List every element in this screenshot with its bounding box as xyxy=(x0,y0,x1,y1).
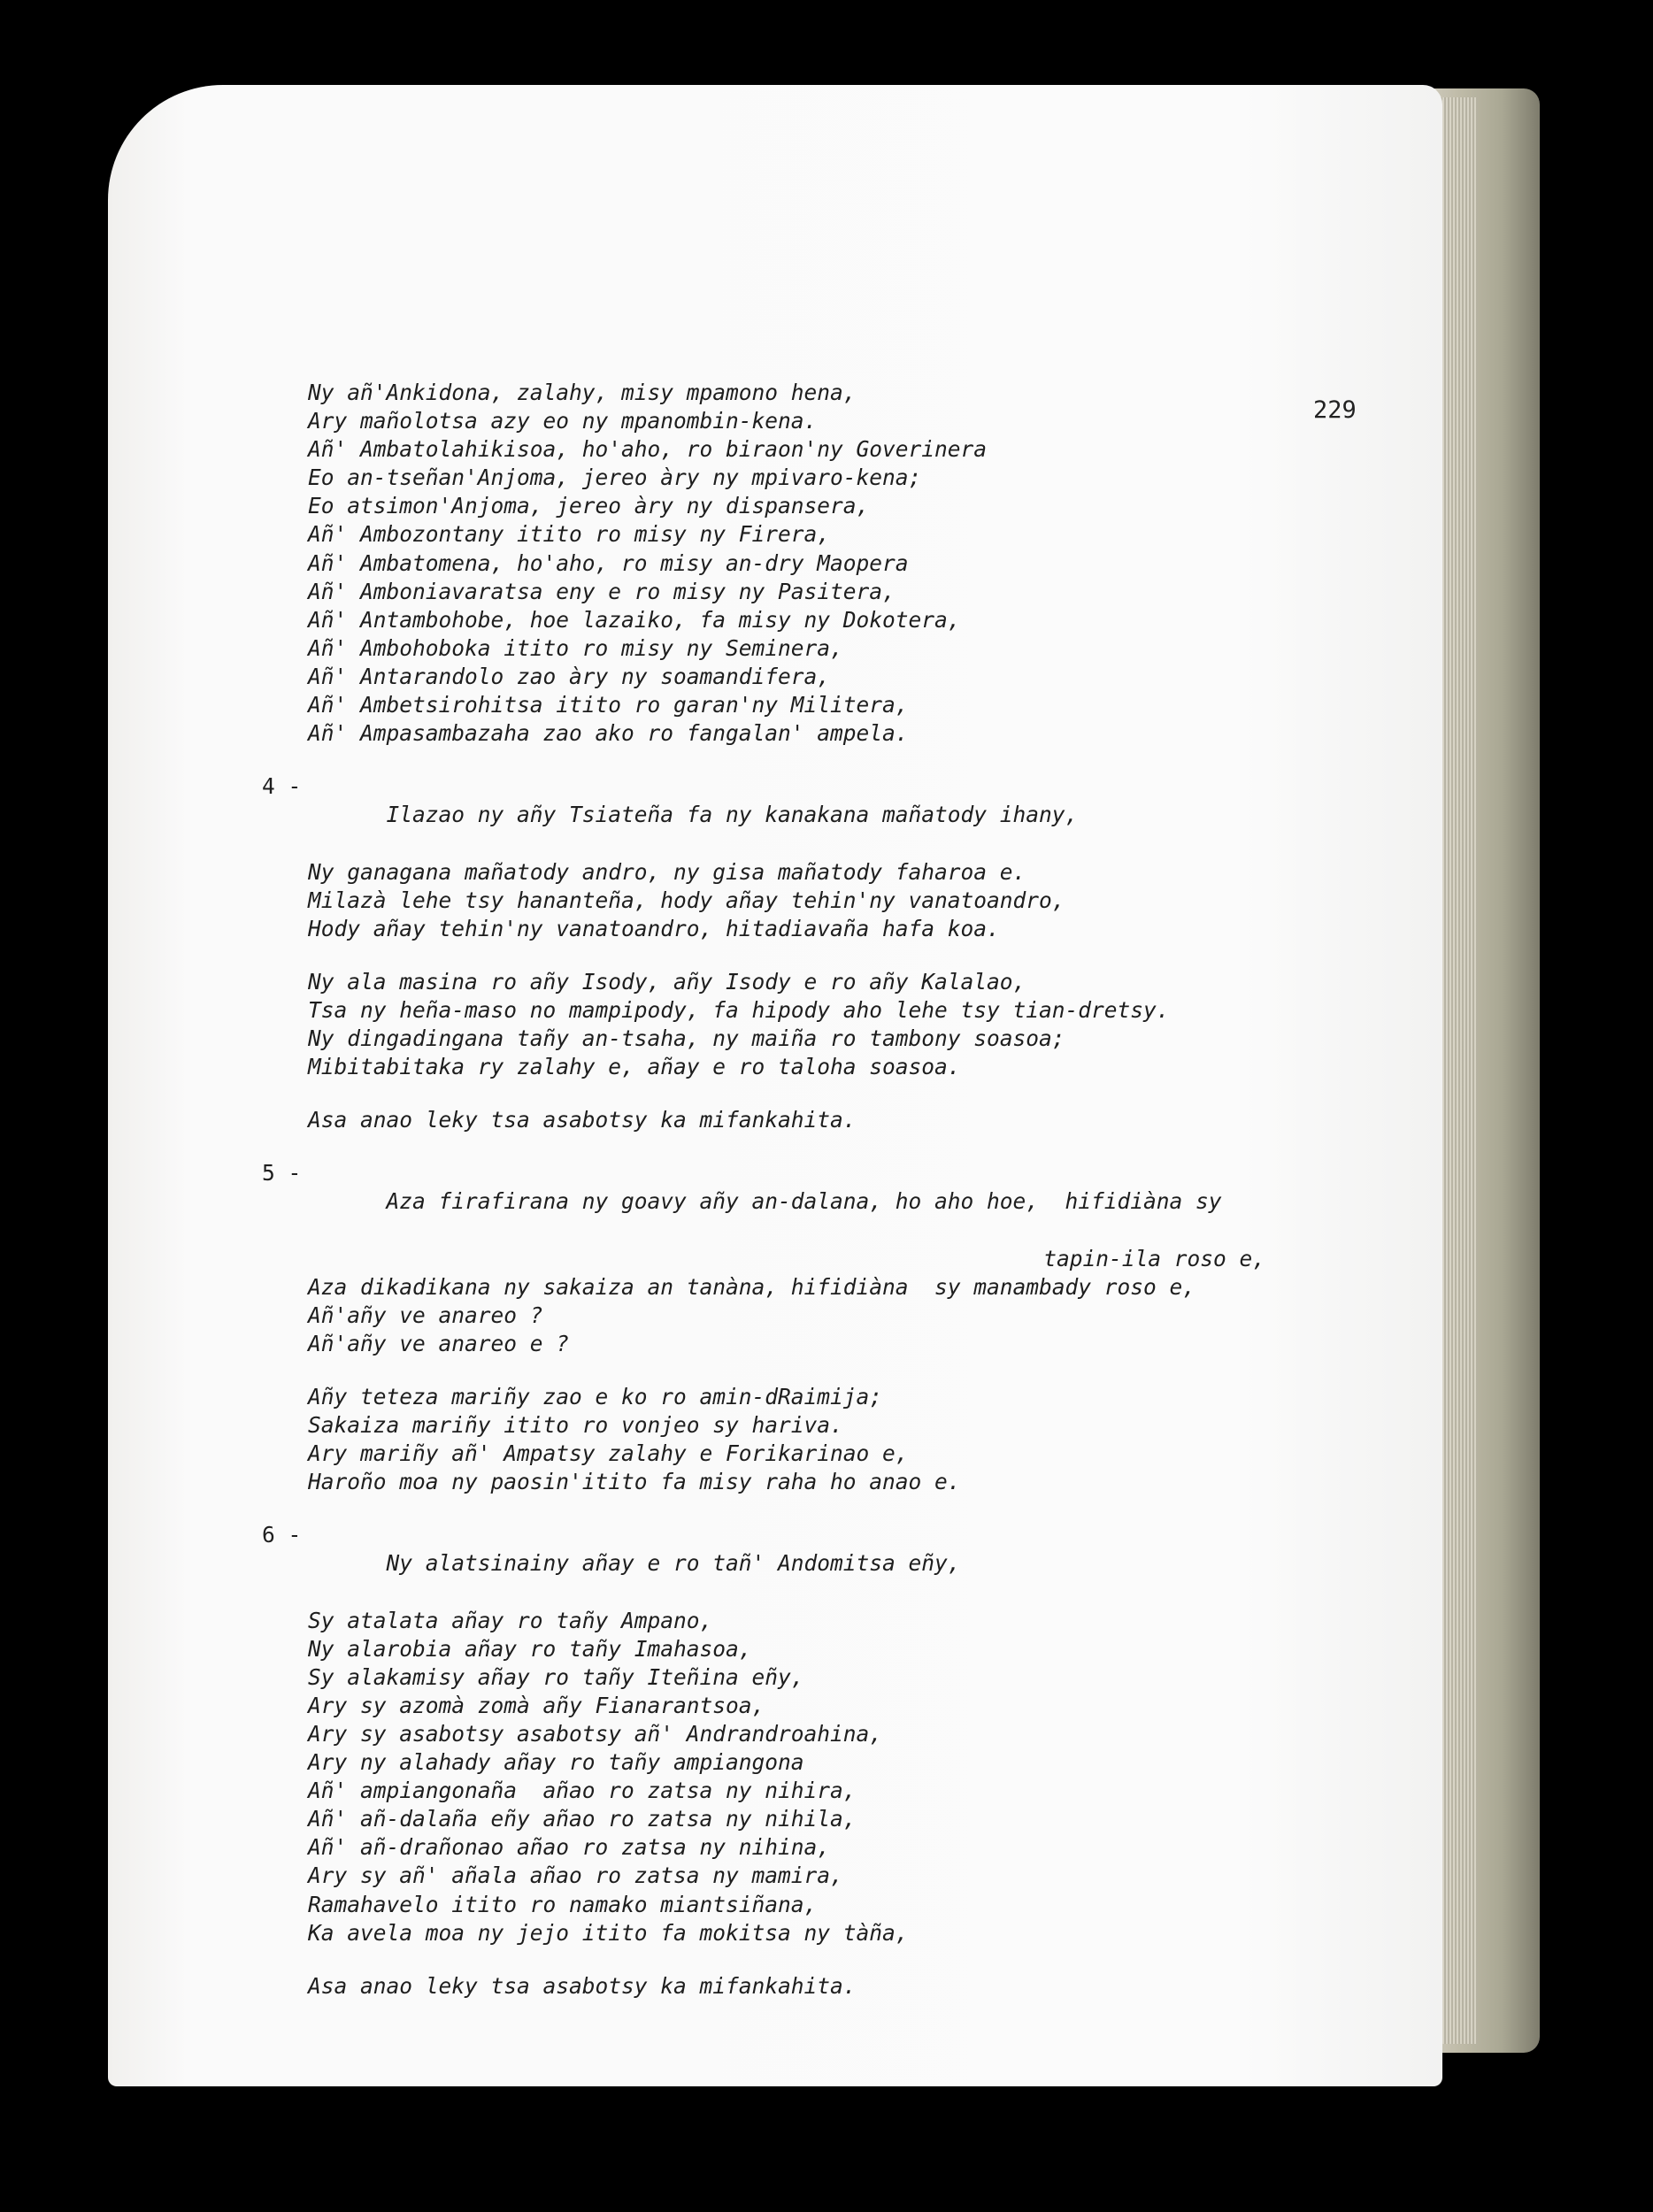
verse-line: Eo atsimon'Anjoma, jereo àry ny dispansera, xyxy=(308,493,870,519)
stanza-number: 4 - xyxy=(262,773,302,800)
verse-line: Aza dikadikana ny sakaiza an tanàna, hifidiàna sy manambady roso e, xyxy=(308,1273,1196,1300)
verse-line xyxy=(262,1159,1288,1244)
verse-line: Sy atalata añay ro tañy Ampano, xyxy=(308,1607,713,1633)
verse-line: Asa anao leky tsa asabotsy ka mifankahita. xyxy=(308,1972,857,1999)
verse-text: Ny alatsinainy añay e ro tañ' Andomitsa eñy, xyxy=(386,1550,961,1577)
verse-line: Hody añay tehin'ny vanatoandro, hitadiavaña hafa koa. xyxy=(308,915,1000,941)
verse-line: Ary sy asabotsy asabotsy añ' Andrandroahina, xyxy=(308,1720,883,1747)
verse-line: Añ' Ambatolahikisoa, ho'aho, ro biraon'ny Goverinera xyxy=(308,436,988,463)
verse-line: Ka avela moa ny jejo itito fa mokitsa ny tàña, xyxy=(308,1919,909,1946)
verse-line: Ramahavelo itito ro namako miantsiñana, xyxy=(308,1891,818,1917)
verse-text: Aza firafirana ny goavy añy an-dalana, ho aho hoe, hifidiàna sy xyxy=(386,1188,1222,1215)
verse-line: Ary sy añ' añala añao ro zatsa ny mamira, xyxy=(308,1863,843,1889)
stanza-5-part-2 xyxy=(262,1383,1288,1496)
verse-line: Milazà lehe tsy hananteña, hody añay tehin'ny vanatoandro, xyxy=(308,887,1065,913)
verse-line: Sy alakamisy añay ro tañy Iteñina eñy, xyxy=(308,1663,804,1690)
verse-line: Ny ala masina ro añy Isody, añy Isody e ro añy Kalalao, xyxy=(308,968,1026,995)
stanza-4 xyxy=(262,772,1288,943)
verse-line: Mibitabitaka ry zalahy e, añay e ro taloha soasoa. xyxy=(308,1054,961,1080)
verse-line: Añ'añy ve anareo e ? xyxy=(308,1330,570,1356)
verse-line: Asa anao leky tsa asabotsy ka mifankahita. xyxy=(308,1107,857,1133)
stanza-4-part-2 xyxy=(262,968,1288,1081)
verse-line: Eo an-tseñan'Anjoma, jereo àry ny mpivaro-kena; xyxy=(308,465,922,491)
verse-line: Añ' añ-dalaña eñy añao ro zatsa ny nihila, xyxy=(308,1806,857,1832)
verse-line: Ary mariñy añ' Ampatsy zalahy e Forikarinao e, xyxy=(308,1440,909,1467)
verse-line: Ny alarobia añay ro tañy Imahasoa, xyxy=(308,1635,752,1662)
refrain xyxy=(262,1972,1288,2001)
verse-text: Ilazao ny añy Tsiateña fa ny kanakana mañatody ihany, xyxy=(386,802,1079,828)
poem-text xyxy=(262,379,1288,2025)
stanza-6 xyxy=(262,1521,1288,1947)
refrain xyxy=(262,1106,1288,1134)
verse-line: Ary mañolotsa azy eo ny mpanombin-kena. xyxy=(308,408,818,434)
verse-line: Añ' Ambohoboka itito ro misy ny Seminera, xyxy=(308,634,843,661)
verse-line: Haroño moa ny paosin'itito fa misy raha ho anao e. xyxy=(308,1469,961,1495)
verse-line: Añy teteza mariñy zao e ko ro amin-dRaimija; xyxy=(308,1383,883,1409)
verse-line: Añ' Antarandolo zao àry ny soamandifera, xyxy=(308,663,831,689)
verse-line: Ny dingadingana tañy an-tsaha, ny maiña ro tambony soasoa; xyxy=(308,1025,1065,1051)
verse-line: Ary sy azomà zomà añy Fianarantsoa, xyxy=(308,1692,765,1718)
page-number: 229 xyxy=(1313,396,1357,424)
stanza-3-continued xyxy=(262,379,1288,748)
verse-line: Tsa ny heña-maso no mampipody, fa hipody aho lehe tsy tian-dretsy. xyxy=(308,996,1170,1023)
verse-line: Añ' Ampasambazaha zao ako ro fangalan' ampela. xyxy=(308,720,909,747)
verse-line-continuation: tapin-ila roso e, xyxy=(1043,1245,1265,1271)
verse-line: Sakaiza mariñy itito ro vonjeo sy hariva. xyxy=(308,1412,843,1438)
verse-line: Añ' añ-drañonao añao ro zatsa ny nihina, xyxy=(308,1834,831,1861)
stanza-number: 6 - xyxy=(262,1522,302,1548)
verse-line: Añ'añy ve anareo ? xyxy=(308,1302,543,1328)
verse-line: Ny ganagana mañatody andro, ny gisa mañatody faharoa e. xyxy=(308,858,1026,885)
verse-line: Añ' ampiangonaña añao ro zatsa ny nihira, xyxy=(308,1778,857,1804)
stanza-5 xyxy=(262,1159,1288,1358)
verse-line: Ny añ'Ankidona, zalahy, misy mpamono hena, xyxy=(308,380,857,405)
verse-line: Añ' Ambatomena, ho'aho, ro misy an-dry Maopera xyxy=(308,549,909,576)
verse-line: Añ' Antambohobe, hoe lazaiko, fa misy ny Dokotera, xyxy=(308,606,961,633)
verse-line: Añ' Ambozontany itito ro misy ny Firera, xyxy=(308,521,831,548)
verse-line xyxy=(262,1521,1288,1606)
verse-line: Ary ny alahady añay ro tañy ampiangona xyxy=(308,1749,804,1776)
verse-line xyxy=(262,772,1288,857)
verse-line: Añ' Ambetsirohitsa itito ro garan'ny Militera, xyxy=(308,692,909,718)
verse-line: Añ' Amboniavaratsa eny e ro misy ny Pasitera, xyxy=(308,578,896,604)
stanza-number: 5 - xyxy=(262,1160,302,1187)
